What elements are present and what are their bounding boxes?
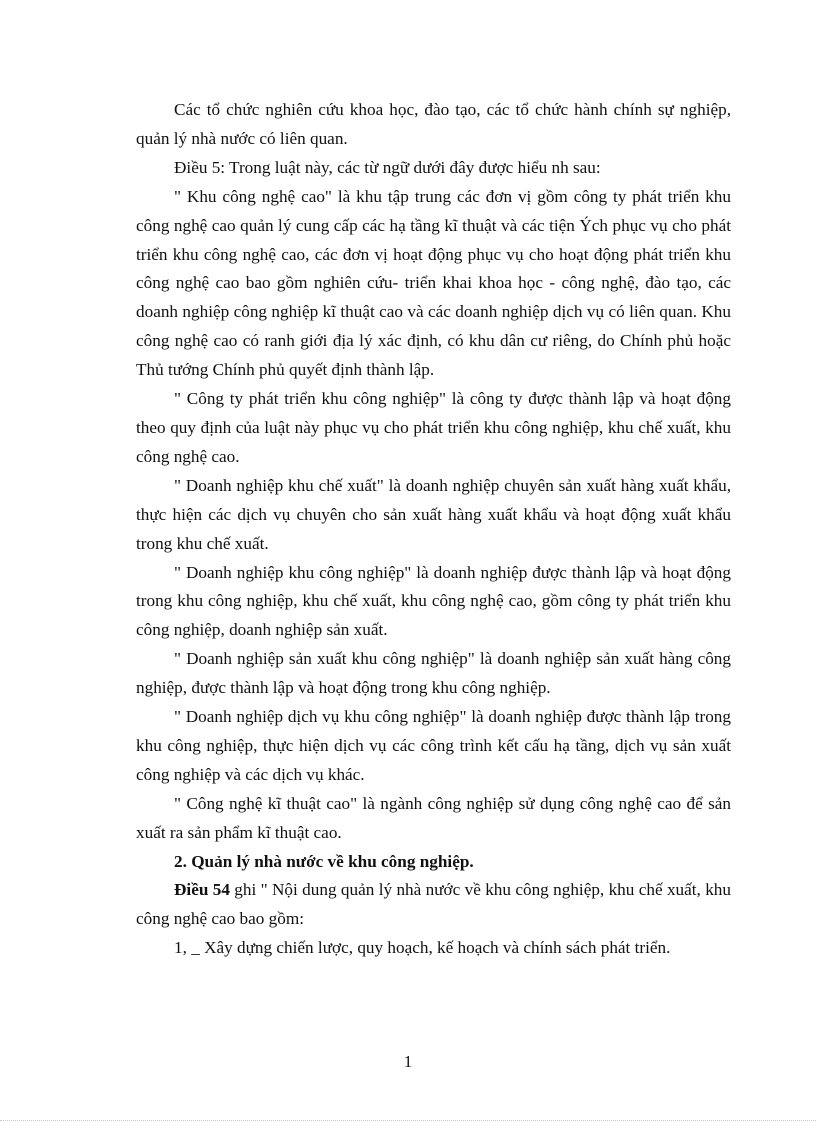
paragraph-high-tech-zone: " Khu công nghệ cao" là khu tập trung các đơn vị gồm công ty phát triển khu công nghệ cao quản lý cung cấp các hạ tầng kĩ thuật và các tiện Ých phục vụ cho phát triển khu công nghệ cao, các đơn vị hoạt động phục vụ cho hoạt động phát triển khu công nghệ cao bao gồm nghiên cứu- triển khai khoa học - công nghệ, đào tạo, các doanh nghiệp công nghiệp kĩ thuật cao và các doanh nghiệp dịch vụ có liên quan. Khu công nghệ cao có ranh giới địa lý xác định, có khu dân cư riêng, do Chính phủ hoặc Thủ tướng Chính phủ quyết định thành lập. <box>136 186 731 380</box>
article-54-label: Điều 54 <box>174 880 230 900</box>
paragraph-ip-enterprise: " Doanh nghiệp khu công nghiệp" là doanh nghiệp được thành lập và hoạt động trong khu công nghiệp, khu chế xuất, khu công nghệ cao, gồm công ty phát triển khu công nghiệp, doanh nghiệp sản xuất. <box>136 562 731 640</box>
page-number: 1 <box>403 1052 413 1071</box>
paragraph-ip-production-enterprise: " Doanh nghiệp sản xuất khu công nghiệp" là doanh nghiệp sản xuất hàng công nghiệp, được thành lập và hoạt động trong khu công nghiệp. <box>136 649 731 698</box>
body-text <box>136 96 731 963</box>
paragraph-research-orgs: Các tổ chức nghiên cứu khoa học, đào tạo, các tổ chức hành chính sự nghiệp, quản lý nhà nước có liên quan. <box>136 100 731 148</box>
paragraph-high-tech: " Công nghệ kĩ thuật cao" là ngành công nghiệp sử dụng công nghệ cao để sản xuất ra sản phẩm kĩ thuật cao. <box>136 793 731 842</box>
paragraph-article-5: Điều 5: Trong luật này, các từ ngữ dưới đây được hiểu nh sau: <box>174 157 601 177</box>
section-heading: 2. Quản lý nhà nước về khu công nghiệp. <box>174 851 474 871</box>
page-bottom-rule <box>0 1120 816 1121</box>
paragraph-ip-service-enterprise: " Doanh nghiệp dịch vụ khu công nghiệp" là doanh nghiệp được thành lập trong khu công nghiệp, thực hiện dịch vụ các công trình kết cấu hạ tầng, dịch vụ sản xuất công nghiệp và các dịch vụ khác. <box>136 707 731 784</box>
paragraph-ip-development-company: " Công ty phát triển khu công nghiệp" là công ty được thành lập và hoạt động theo quy định của luật này phục vụ cho phát triển khu công nghiệp, khu chế xuất, khu công nghệ cao. <box>136 389 731 466</box>
paragraph-epz-enterprise: " Doanh nghiệp khu chế xuất" là doanh nghiệp chuyên sản xuất hàng xuất khẩu, thực hiện các dịch vụ chuyên cho sản xuất hàng xuất khẩu và hoạt động xuất khẩu trong khu chế xuất. <box>136 475 731 553</box>
article-54-text: ghi " Nội dung quản lý nhà nước về khu công nghiệp, khu chế xuất, khu công nghệ cao bao gồm: <box>136 880 731 929</box>
list-item-1: 1, _ Xây dựng chiến lược, quy hoạch, kế hoạch và chính sách phát triển. <box>174 938 671 958</box>
paragraph-article-54 <box>136 876 731 934</box>
